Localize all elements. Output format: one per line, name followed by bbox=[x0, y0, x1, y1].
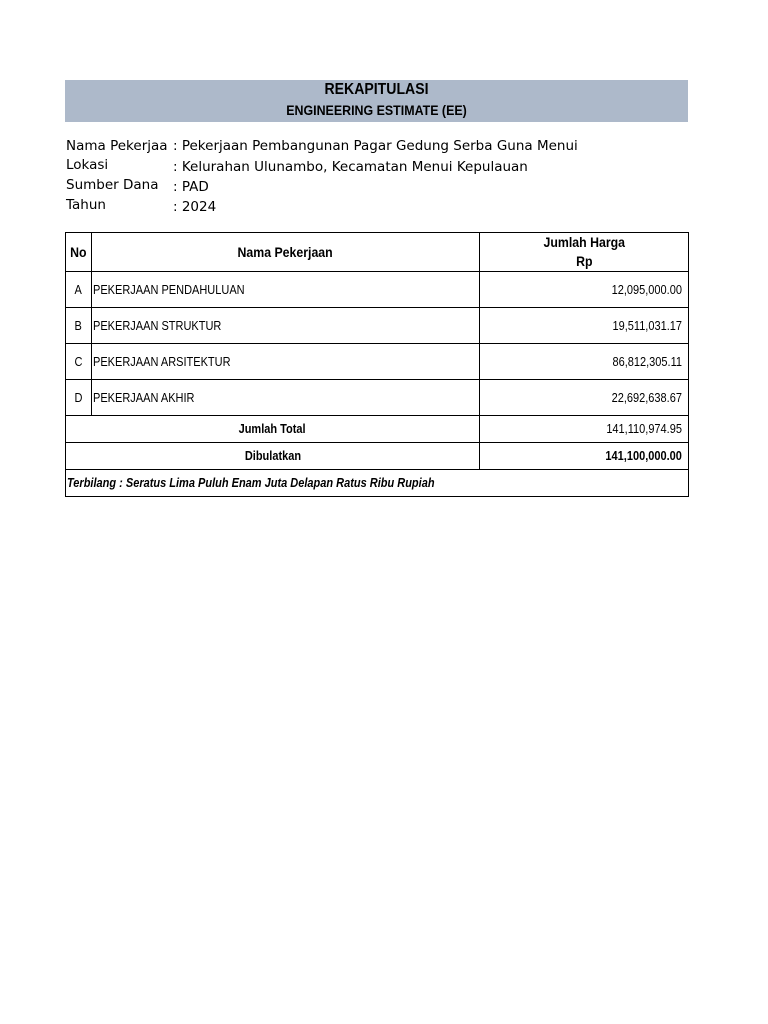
row-name: PEKERJAAN STRUKTUR bbox=[92, 308, 480, 344]
rounded-value: 141,100,000.00 bbox=[480, 443, 689, 470]
row-name: PEKERJAAN ARSITEKTUR bbox=[92, 344, 480, 380]
header-jumlah-harga-line1: Jumlah Harga bbox=[543, 234, 625, 250]
page-subtitle: ENGINEERING ESTIMATE (EE) bbox=[286, 103, 467, 118]
info-value: : PAD bbox=[173, 179, 209, 195]
total-label: Jumlah Total bbox=[66, 416, 480, 443]
row-no: C bbox=[66, 344, 92, 380]
table-row bbox=[66, 308, 689, 344]
terbilang-text: Terbilang : Seratus Lima Puluh Enam Juta Delapan Ratus Ribu Rupiah bbox=[66, 470, 689, 497]
rounded-label: Dibulatkan bbox=[66, 443, 480, 470]
terbilang-row bbox=[66, 470, 689, 497]
row-amount: 86,812,305.11 bbox=[480, 344, 689, 380]
info-label: Lokasi bbox=[66, 157, 109, 173]
header-nama-pekerjaan: Nama Pekerjaan bbox=[92, 233, 480, 272]
info-label: Sumber Dana bbox=[66, 177, 159, 193]
rounded-row bbox=[66, 443, 689, 470]
total-value: 141,110,974.95 bbox=[480, 416, 689, 443]
table-row bbox=[66, 272, 689, 308]
title-block bbox=[65, 80, 688, 122]
row-amount: 19,511,031.17 bbox=[480, 308, 689, 344]
recap-table bbox=[65, 232, 689, 497]
header-jumlah-harga-line2: Rp bbox=[575, 253, 593, 269]
table-header-row bbox=[66, 233, 689, 272]
table-row bbox=[66, 380, 689, 416]
info-value: : Kelurahan Ulunambo, Kecamatan Menui Kepulauan bbox=[173, 159, 528, 175]
info-value: : Pekerjaan Pembangunan Pagar Gedung Serba Guna Menui bbox=[173, 138, 578, 154]
header-no: No bbox=[66, 233, 92, 272]
row-name: PEKERJAAN AKHIR bbox=[92, 380, 480, 416]
row-amount: 12,095,000.00 bbox=[480, 272, 689, 308]
header-jumlah-harga bbox=[480, 233, 689, 272]
info-label: Nama Pekerjaa bbox=[66, 138, 168, 154]
table-row bbox=[66, 344, 689, 380]
info-value: : 2024 bbox=[173, 199, 217, 215]
page-title: REKAPITULASI bbox=[324, 81, 429, 98]
total-row bbox=[66, 416, 689, 443]
row-amount: 22,692,638.67 bbox=[480, 380, 689, 416]
row-no: B bbox=[66, 308, 92, 344]
info-label: Tahun bbox=[66, 197, 106, 213]
row-name: PEKERJAAN PENDAHULUAN bbox=[92, 272, 480, 308]
row-no: D bbox=[66, 380, 92, 416]
row-no: A bbox=[66, 272, 92, 308]
